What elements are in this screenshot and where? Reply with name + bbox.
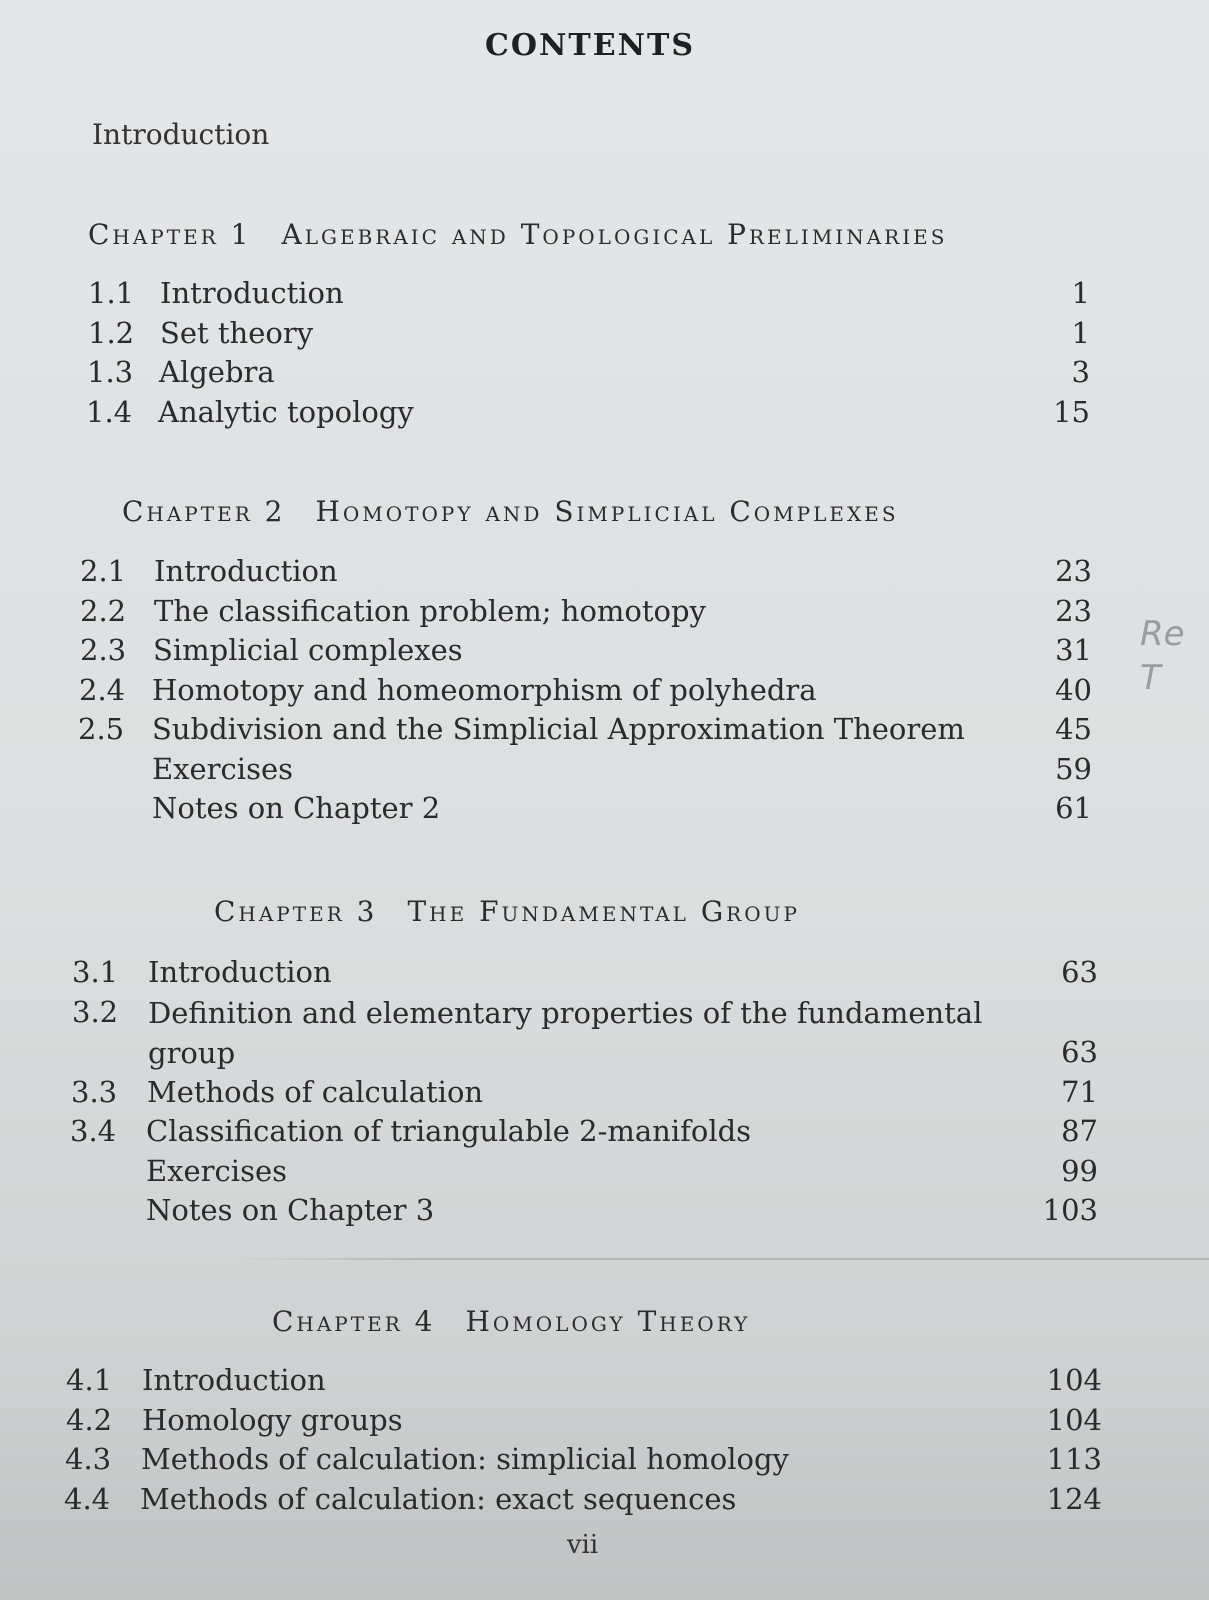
page-number: 113 — [1046, 1442, 1102, 1476]
page-number: 71 — [1061, 1074, 1098, 1109]
page-folio: vii — [566, 1530, 599, 1560]
toc-row — [0, 1480, 1209, 1520]
handwritten-margin-note — [1140, 612, 1185, 700]
section-title: Analytic topology — [158, 394, 414, 429]
section-title: Definition and elementary properties of the fundamental group — [148, 995, 983, 1070]
chapter-2-entries — [0, 552, 1209, 829]
section-number: 1.1 — [88, 276, 135, 310]
toc-row — [0, 1440, 1209, 1480]
toc-row — [0, 1073, 1209, 1113]
toc-row — [0, 393, 1209, 433]
toc-row — [0, 1191, 1209, 1231]
page-number: 31 — [1055, 633, 1092, 667]
section-title: Classification of triangulable 2-manifolds — [146, 1114, 752, 1148]
chapter-4-entries — [0, 1361, 1209, 1519]
page-number: 59 — [1055, 751, 1092, 786]
page-number: 40 — [1055, 672, 1092, 707]
chapter-title: Algebraic and Topological Preliminaries — [281, 218, 948, 251]
section-number: 2.4 — [79, 672, 126, 707]
toc-row — [0, 274, 1209, 314]
page-number: 15 — [1053, 394, 1090, 429]
page-number: 103 — [1042, 1193, 1098, 1227]
chapter-number: Chapter 2 — [122, 495, 286, 528]
margin-note-text: Re T — [1140, 614, 1185, 698]
toc-row — [0, 1112, 1209, 1152]
section-title: Introduction — [148, 955, 332, 989]
section-title: Homotopy and homeomorphism of polyhedra — [152, 672, 817, 707]
toc-row — [0, 592, 1209, 632]
section-title: Methods of calculation — [147, 1074, 484, 1109]
toc-row — [0, 789, 1209, 829]
page-title: CONTENTS — [484, 28, 696, 63]
toc-row — [0, 750, 1209, 790]
toc-row — [0, 1361, 1209, 1401]
introduction-entry: Introduction — [92, 118, 270, 151]
toc-row — [0, 1152, 1209, 1192]
page-number: 1 — [1071, 315, 1090, 350]
section-title: Notes on Chapter 3 — [146, 1193, 435, 1227]
section-number: 2.3 — [80, 633, 127, 667]
section-number: 3.1 — [72, 955, 119, 989]
section-number: 1.4 — [86, 394, 133, 429]
toc-row — [0, 552, 1209, 592]
section-title: Introduction — [160, 276, 344, 310]
page-number: 1 — [1071, 276, 1090, 310]
toc-row — [0, 993, 1209, 1073]
toc-row — [0, 631, 1209, 671]
section-number: 1.3 — [87, 355, 134, 389]
toc-row — [0, 1401, 1209, 1441]
toc-row — [0, 671, 1209, 711]
section-number: 1.2 — [88, 315, 135, 350]
section-title: The classification problem; homotopy — [154, 593, 706, 628]
section-number: 3.4 — [70, 1114, 117, 1148]
page-number: 23 — [1055, 593, 1092, 628]
chapter-title: The Fundamental Group — [407, 895, 800, 928]
toc-row — [0, 710, 1209, 750]
chapter-title: Homotopy and Simplicial Complexes — [315, 495, 899, 528]
section-number: 2.5 — [78, 712, 125, 746]
section-title: Introduction — [142, 1363, 326, 1397]
page-number: 61 — [1055, 791, 1092, 825]
section-title: Exercises — [146, 1153, 287, 1188]
section-title: Set theory — [160, 315, 314, 350]
section-title: Methods of calculation: exact sequences — [140, 1481, 737, 1516]
section-number: 4.4 — [64, 1481, 111, 1516]
section-number: 4.2 — [66, 1402, 113, 1437]
chapter-1-entries — [0, 274, 1209, 432]
page-number: 3 — [1071, 355, 1090, 389]
chapter-3-heading — [214, 895, 800, 928]
section-number: 4.3 — [65, 1442, 112, 1476]
chapter-2-heading — [122, 495, 899, 528]
chapter-3-entries — [0, 953, 1209, 1231]
page-number: 63 — [1061, 955, 1098, 989]
section-title: Subdivision and the Simplicial Approximation Theorem — [152, 712, 965, 746]
section-number: 2.1 — [80, 554, 127, 588]
section-title: Exercises — [152, 751, 293, 786]
toc-row — [0, 953, 1209, 993]
chapter-4-heading — [272, 1305, 750, 1338]
section-title: Algebra — [159, 355, 275, 389]
page-number: 104 — [1046, 1402, 1102, 1437]
chapter-1-heading — [88, 218, 947, 251]
page-number: 45 — [1055, 712, 1092, 746]
toc-row — [0, 353, 1209, 393]
chapter-title: Homology Theory — [465, 1305, 751, 1338]
chapter-number: Chapter 4 — [272, 1305, 436, 1338]
section-number: 4.1 — [66, 1363, 113, 1397]
page-number: 124 — [1046, 1481, 1102, 1516]
section-title: Simplicial complexes — [153, 633, 463, 667]
chapter-number: Chapter 1 — [88, 218, 252, 251]
page-number: 23 — [1055, 554, 1092, 588]
section-number: 3.2 — [72, 994, 119, 1029]
section-title: Notes on Chapter 2 — [152, 791, 441, 825]
page-number: 99 — [1061, 1153, 1098, 1188]
page-number: 104 — [1046, 1363, 1102, 1397]
page-number: 87 — [1061, 1114, 1098, 1148]
section-title: Methods of calculation: simplicial homology — [141, 1442, 789, 1476]
page-fold-shadow — [230, 1258, 1209, 1260]
toc-row — [0, 314, 1209, 354]
page-number: 63 — [1061, 1034, 1098, 1069]
section-title: Homology groups — [142, 1402, 403, 1437]
chapter-number: Chapter 3 — [214, 895, 378, 928]
section-number: 2.2 — [80, 593, 127, 628]
section-number: 3.3 — [71, 1074, 118, 1109]
section-title: Introduction — [154, 554, 338, 588]
